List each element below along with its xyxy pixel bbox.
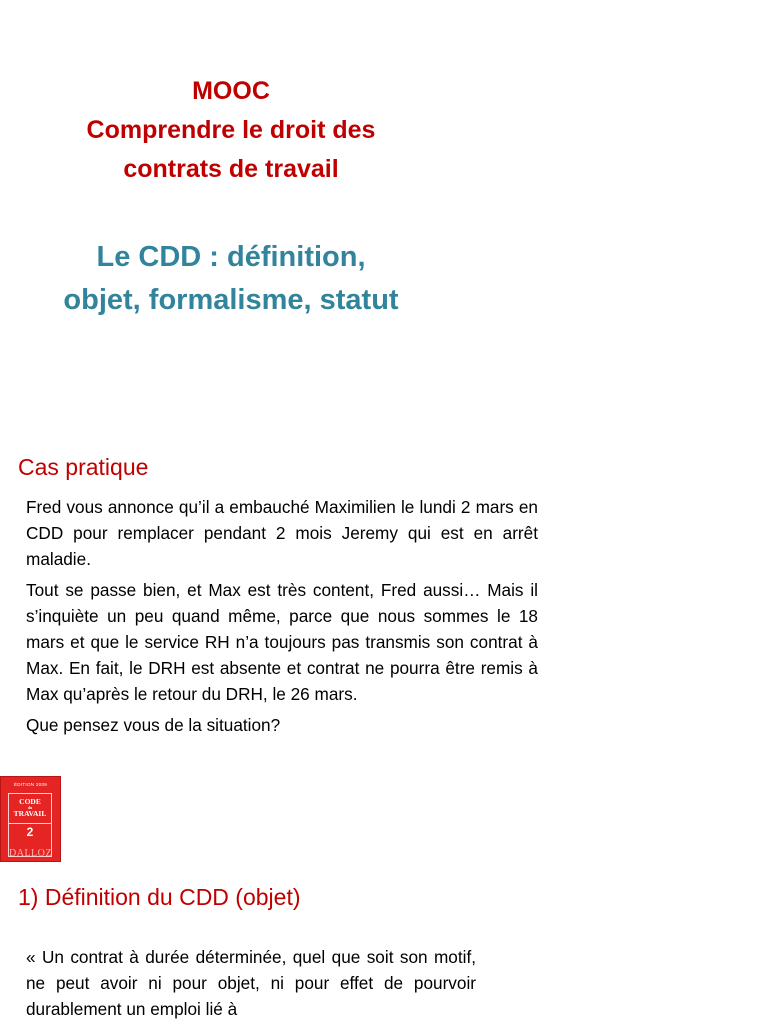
book-title-line-1: CODE [19, 797, 41, 806]
book-title-line-2: TRAVAIL [13, 809, 47, 818]
course-title-line-2: Comprendre le droit des [86, 116, 376, 144]
book-publisher: DALLOZ [9, 848, 52, 859]
definition-quote [26, 944, 476, 1022]
course-title-line-3: contrats de travail [123, 155, 339, 183]
book-divider [9, 823, 51, 824]
course-title [0, 72, 462, 189]
case-study-heading: Cas pratique [18, 454, 149, 480]
lesson-title [0, 236, 462, 322]
code-du-travail-book-image [0, 776, 61, 862]
definition-heading: 1) Définition du CDD (objet) [18, 884, 301, 910]
case-study-paragraph: Tout se passe bien, et Max est très content, Fred aussi… Mais il s’inquiète un peu quand même, parce que nous sommes le 18 mars et que le service RH n’a toujours pas transmis son contrat à Max. En fait, le DRH est absente et contrat ne pourra être remis à Max qu’après le retour du DRH, le 26 mars. [26, 580, 538, 704]
course-title-line-1: MOOC [192, 77, 270, 105]
case-study-paragraph: Que pensez vous de la situation? [26, 715, 281, 735]
book-volume-number: 2 [26, 825, 34, 839]
case-study-paragraph: Fred vous annonce qu’il a embauché Maximilien le lundi 2 mars en CDD pour remplacer pendant 2 mois Jeremy qui est en arrêt maladie. [26, 497, 538, 569]
book-title-small: du [27, 805, 33, 810]
definition-quote-text: « Un contrat à durée déterminée, quel que soit son motif, ne peut avoir ni pour objet, ni pour effet de pourvoir durablement un emploi lié à [26, 947, 476, 1019]
book-edition: ÉDITION 2009 [13, 782, 48, 787]
case-study-body [26, 494, 538, 743]
lesson-title-line-2: objet, formalisme, statut [63, 284, 399, 316]
book-title [9, 798, 51, 818]
lesson-title-line-1: Le CDD : définition, [96, 241, 366, 273]
